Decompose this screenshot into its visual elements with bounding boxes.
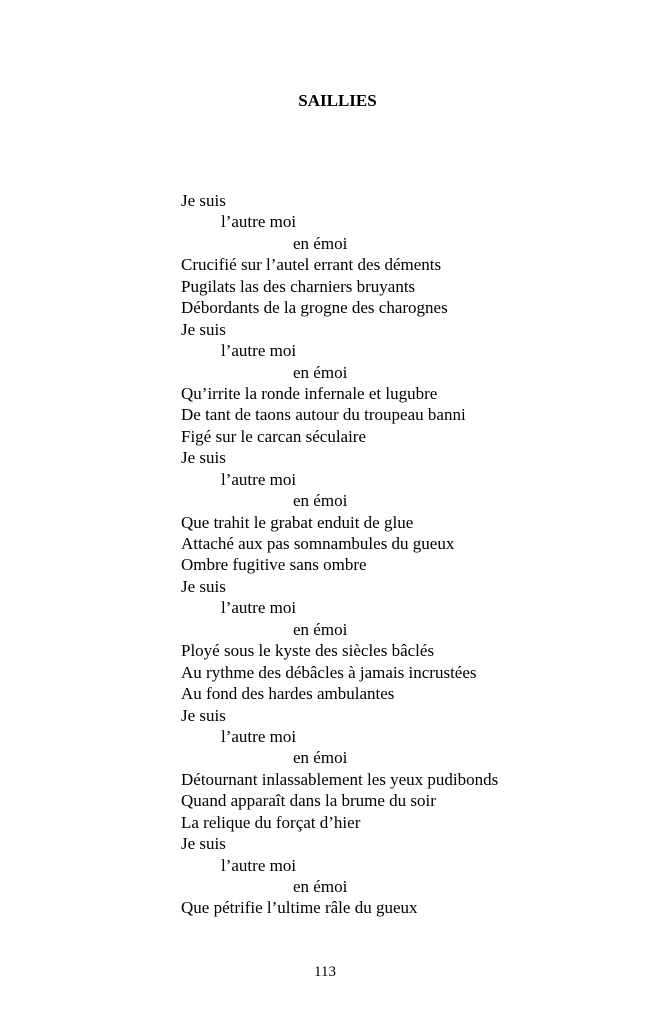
page-number: 113: [314, 964, 336, 980]
poem-line: Ombre fugitive sans ombre: [181, 555, 367, 575]
poem-line: en émoi: [293, 491, 348, 511]
poem-line: Je suis: [181, 834, 226, 854]
poem-line: Que pétrifie l’ultime râle du gueux: [181, 898, 418, 918]
poem-line: l’autre moi: [221, 469, 297, 489]
poem-line: en émoi: [293, 619, 348, 639]
poem-line: Figé sur le carcan séculaire: [181, 426, 367, 446]
poem-line: Crucifié sur l’autel errant des déments: [181, 255, 442, 275]
poem-line: l’autre moi: [221, 855, 297, 875]
poem-line: Je suis: [181, 319, 226, 339]
poem-line: en émoi: [293, 877, 348, 896]
poem-line: Attaché aux pas somnambules du gueux: [181, 534, 455, 553]
poem-line: en émoi: [293, 233, 348, 253]
poem-title: SAILLIES: [298, 91, 377, 110]
poem-line: l’autre moi: [221, 341, 297, 361]
poem-line: Je suis: [181, 576, 226, 596]
poem-line: Je suis: [181, 705, 226, 725]
poem-line: Que trahit le grabat enduit de glue: [181, 512, 414, 532]
poem-line: Ployé sous le kyste des siècles bâclés: [181, 641, 435, 661]
poem-line: l’autre moi: [221, 212, 297, 232]
poem-line: l’autre moi: [221, 726, 297, 746]
poem-line: Détournant inlassablement les yeux pudibonds: [181, 769, 499, 789]
poem-line: Je suis: [181, 191, 226, 210]
poem-line: Qu’irrite la ronde infernale et lugubre: [181, 383, 438, 403]
poem-line: en émoi: [293, 748, 348, 768]
poem-body: [181, 190, 621, 919]
poem-line: Au rythme des débâcles à jamais incrustées: [181, 662, 477, 682]
poem-line: Je suis: [181, 448, 226, 468]
poem-line: l’autre moi: [221, 598, 297, 618]
poem-line: Pugilats las des charniers bruyants: [181, 276, 416, 296]
poem-line: La relique du forçat d’hier: [181, 812, 361, 832]
poem-line: Quand apparaît dans la brume du soir: [181, 791, 436, 811]
poem-line: De tant de taons autour du troupeau banni: [181, 405, 466, 425]
poem-line: Débordants de la grogne des charognes: [181, 298, 448, 318]
poem-line: Au fond des hardes ambulantes: [181, 684, 395, 704]
poem-line: en émoi: [293, 362, 348, 382]
